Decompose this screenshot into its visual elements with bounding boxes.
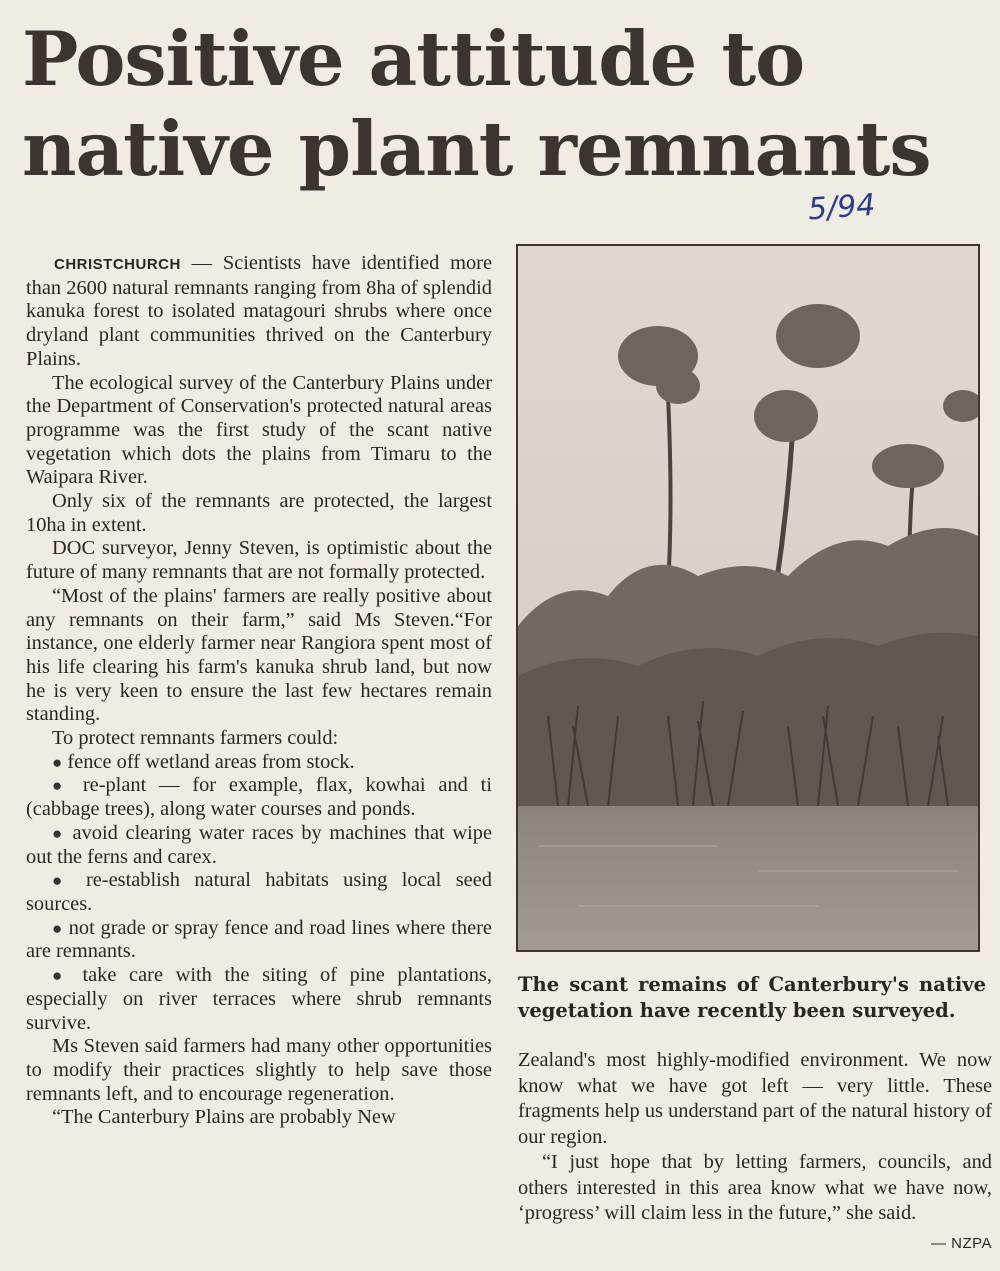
bullet-text: avoid clearing water races by machines that wipe out the ferns and carex. — [26, 821, 492, 868]
paragraph-5: “Most of the plains' farmers are really positive about any remnants on their farm,” said Ms Steven.“For instance, one elderly farmer near Rangiora spent most of his life clearing his farm's kanuka shrub land, but now he is very keen to ensure the last few hectares remain standing. — [26, 584, 492, 726]
bullet-item — [26, 751, 492, 775]
paragraph-2: The ecological survey of the Canterbury Plains under the Department of Conservation's protected natural areas programme was the first study of the scant native vegetation which dots the plains from Timaru to the Waipara River. — [26, 371, 492, 489]
bullet-dot-icon: ● — [52, 966, 70, 986]
left-column — [26, 252, 492, 1130]
bullet-dot-icon: ● — [52, 752, 63, 772]
bullet-dot-icon: ● — [52, 918, 63, 938]
paragraph-8: “The Canterbury Plains are probably New — [52, 1106, 396, 1129]
paragraph-10: “I just hope that by letting farmers, councils, and others interested in this area know what we have now, ‘progress’ will claim less in the future,” she said. — [518, 1151, 992, 1224]
headline-line-2: native plant remnants — [22, 105, 931, 193]
bullet-dot-icon: ● — [52, 776, 71, 796]
paragraph-7: Ms Steven said farmers had many other opportunities to modify their practices slightly to help save those remnants left, and to encourage regeneration. — [26, 1035, 492, 1105]
bullet-item — [26, 774, 492, 821]
paragraph-4: DOC surveyor, Jenny Steven, is optimistic about the future of many remnants that are not formally protected. — [26, 537, 492, 584]
bullet-item — [26, 822, 492, 869]
dateline: CHRISTCHURCH — [54, 256, 181, 273]
right-column — [518, 1048, 992, 1256]
paragraph-9: Zealand's most highly-modified environment. We now know what we have got left — very little. These fragments help us understand part of the natural history of our region. — [518, 1049, 992, 1148]
bullet-dot-icon: ● — [52, 823, 65, 843]
paragraph-1 — [26, 252, 492, 372]
bullet-item — [26, 869, 492, 916]
bullet-text: fence off wetland areas from stock. — [67, 750, 355, 773]
bullet-text: re-plant — for example, flax, kowhai and ti (cabbage trees), along water courses and ponds. — [26, 774, 493, 821]
photo-caption: The scant remains of Canterbury's native vegetation have recently been surveyed. — [518, 973, 986, 1022]
photo-illustration — [518, 246, 978, 950]
bullet-text: not grade or spray fence and road lines where there are remnants. — [26, 916, 492, 963]
paragraph-3: Only six of the remnants are protected, the largest 10ha in extent. — [26, 490, 492, 536]
vegetation-photo — [516, 244, 980, 952]
bullet-item — [26, 917, 492, 964]
bullet-text: re-establish natural habitats using local seed sources. — [26, 869, 492, 915]
news-agency-credit: — NZPA — [930, 1234, 992, 1252]
bullet-dot-icon: ● — [52, 871, 72, 891]
bullet-text: take care with the siting of pine plantations, especially on river terraces where shrub remnants survive. — [26, 964, 492, 1034]
headline-line-1: Positive attitude to — [22, 15, 805, 103]
bullet-item — [26, 964, 492, 1035]
paragraph-1-text: — Scientists have identified more than 2600 natural remnants ranging from 8ha of splendid kanuka forest to isolated matagouri shrubs where once dryland plant communities thrived on the Canterbury Plains. — [26, 252, 492, 370]
headline — [22, 14, 992, 194]
handwritten-date: 5/94 — [806, 187, 877, 228]
paragraph-6: To protect remnants farmers could: — [52, 727, 339, 750]
